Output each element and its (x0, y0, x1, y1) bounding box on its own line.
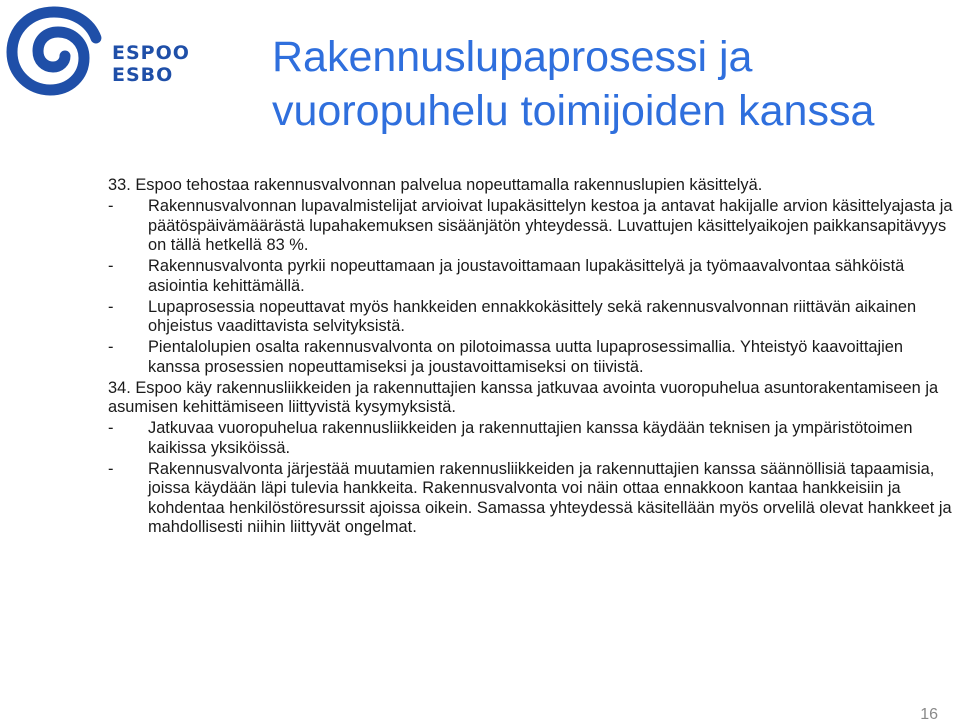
espoo-logo (4, 4, 204, 94)
logo-line-espoo: ESPOO (112, 42, 190, 64)
bullet-item (108, 257, 953, 296)
logo-line-esbo: ESBO (112, 64, 174, 86)
bullet-dash: - (108, 257, 114, 275)
numbered-paragraph-34: 34. Espoo käy rakennusliikkeiden ja rakennuttajien kanssa jatkuvaa avointa vuoropuhelua asuntorakentamiseen ja asumisen kehittämiseen liittyvistä kysymyksistä. (108, 378, 939, 416)
bullet-item (108, 419, 953, 458)
bullet-item (108, 197, 953, 256)
numbered-paragraph-33: 33. Espoo tehostaa rakennusvalvonnan palvelua nopeuttamalla rakennuslupien käsittelyä. (108, 176, 763, 194)
slide-body (108, 176, 953, 539)
bullet-item (108, 338, 953, 377)
bullet-dash: - (108, 459, 114, 478)
bullet-dash: - (108, 419, 114, 437)
page-title: Rakennuslupaprosessi ja vuoropuhelu toimijoiden kanssa (272, 33, 875, 135)
bullet-text: Rakennusvalvonnan lupavalmistelijat arvioivat lupakäsittelyn kestoa ja antavat hakijalle arvion käsittelyajasta ja päätöspäivämäärästä lupahakemuksen sisäänjätön yhteydessä. Luvattujen käsittelyaikojen paikkansapitävyys on tällä hetkellä 83 %. (148, 197, 953, 254)
bullet-text: Rakennusvalvonta järjestää muutamien rakennusliikkeiden ja rakennuttajien kanssa säännöllisiä tapaamisia, joissa käydään läpi tulevia hankkeita. Rakennusvalvonta voi näin ottaa ennakkoon kantaa hankkeisiin ja kohdentaa henkilöstöresurssit ajoissa oikein. Samassa yhteydessä käsitellään myös orvelilä olevat hankkeet ja mahdollisesti niihin liittyvät ongelmat. (148, 459, 952, 536)
bullet-text: Jatkuvaa vuoropuhelua rakennusliikkeiden ja rakennuttajien kanssa käydään teknisen ja ympäristötoimen kaikissa yksiköissä. (148, 419, 913, 457)
bullet-item (108, 460, 953, 538)
bullet-dash: - (108, 197, 114, 215)
bullet-text: Lupaprosessia nopeuttavat myös hankkeiden ennakkokäsittely sekä rakennusvalvonnan riittävän aikainen ohjeistus vaadittavista selvityksistä. (148, 297, 917, 335)
bullet-dash: - (108, 338, 114, 356)
bullet-text: Rakennusvalvonta pyrkii nopeuttamaan ja joustavoittamaan lupakäsittelyä ja työmaavalvontaa sähköistä asiointia kehittämällä. (148, 257, 905, 295)
bullet-item (108, 298, 953, 337)
page-number: 16 (920, 706, 938, 723)
bullet-dash: - (108, 297, 114, 316)
espoo-swirl-icon (4, 4, 104, 104)
bullet-text: Pientalolupien osalta rakennusvalvonta on pilotoimassa uutta lupaprosessimallia. Yhteistyö kaavoittajien kanssa prosessien nopeuttamiseksi ja joustavoittamiseksi on tiivistä. (148, 338, 904, 376)
